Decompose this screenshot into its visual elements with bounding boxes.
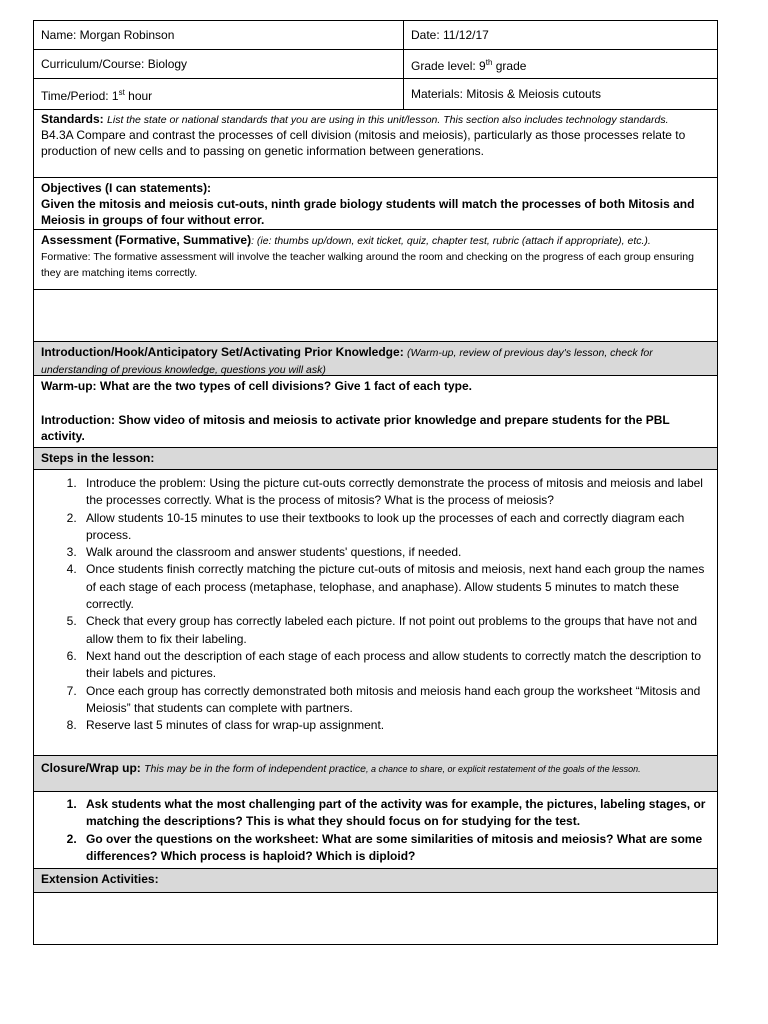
extension-label: Extension Activities: (41, 872, 159, 886)
period-cell (34, 79, 404, 109)
objectives-section (34, 178, 717, 230)
grade-cell (404, 50, 717, 78)
introduction-header (34, 342, 717, 376)
assessment-label: Assessment (Formative, Summative) (41, 233, 252, 247)
list-item: 3. Walk around the classroom and answer students' questions, if needed. (80, 544, 717, 561)
row-name-date (34, 21, 717, 50)
steps-list (34, 475, 717, 734)
list-item: 4. Once students finish correctly matching the picture cut-outs of mitosis and meiosis, next hand each group the names of each stage of each process (metaphase, telophase, and anaphase). Allow students 5 minutes to match these correctly. (80, 561, 717, 613)
introduction-body (34, 376, 717, 448)
materials-cell (404, 79, 717, 109)
standards-text: B4.3A Compare and contrast the processes of cell division (mitosis and meiosis), particularly as those processes relate to production of new cells and to passing on genetic information between generations. (41, 128, 686, 158)
introduction-hint: (Warm-up, review of previous day's lesson, check for understanding of previous knowledge, questions you will ask) (41, 347, 653, 376)
row-period-materials (34, 79, 717, 110)
extension-header (34, 869, 717, 893)
grade-level: Grade level: 9th grade (411, 57, 527, 73)
introduction-text: Introduction: Show video of mitosis and meiosis to activate prior knowledge and prepare students for the PBL activity. (41, 413, 670, 443)
name-cell (34, 21, 404, 49)
steps-header (34, 448, 717, 470)
list-item: 2. Allow students 10-15 minutes to use their textbooks to look up the processes of each and correctly diagram each process. (80, 510, 717, 545)
course-cell (34, 50, 404, 78)
list-item: 7. Once each group has correctly demonstrated both mitosis and meiosis hand each group the worksheet “Mitosis and Meiosis” that students can complete with partners. (80, 683, 717, 718)
closure-body (34, 792, 717, 869)
closure-header (34, 756, 717, 792)
date-cell (404, 21, 717, 49)
list-item: 6. Next hand out the description of each stage of each process and allow students to correctly match the description to their labels and pictures. (80, 648, 717, 683)
list-item: 2. Go over the questions on the worksheet: What are some similarities of mitosis and meiosis? What are some differences? Which process is haploid? Which is diploid? (80, 831, 717, 866)
closure-list (34, 796, 717, 865)
materials: Materials: Mitosis & Meiosis cutouts (411, 87, 602, 101)
closure-hint-tail: , a chance to share, or explicit restatement of the goals of the lesson. (365, 764, 641, 774)
objectives-label: Objectives (I can statements): (41, 181, 212, 195)
standards-label: Standards: (41, 112, 104, 126)
standards-hint: List the state or national standards that you are using in this unit/lesson. This section also includes technology standards. (107, 114, 669, 126)
closure-label: Closure/Wrap up: (41, 761, 141, 775)
time-period: Time/Period: 1st hour (41, 87, 153, 103)
extension-body (34, 893, 717, 944)
blank-row (34, 290, 717, 342)
standards-section (34, 110, 717, 178)
assessment-hint: : (ie: thumbs up/down, exit ticket, quiz, chapter test, rubric (attach if appropriate), etc.). (251, 235, 651, 247)
assessment-section (34, 230, 717, 290)
list-item: 1. Ask students what the most challenging part of the activity was for example, the pictures, labeling stages, or matching the descriptions? This is what they should focus on for studying for the test. (80, 796, 717, 831)
teacher-name: Name: Morgan Robinson (41, 28, 175, 42)
objectives-text: Given the mitosis and meiosis cut-outs, ninth grade biology students will match the processes of both Mitosis and Meiosis in groups of four without error. (41, 197, 695, 227)
list-item: 1. Introduce the problem: Using the picture cut-outs correctly demonstrate the process of mitosis and meiosis and label the processes correctly. What is the process of mitosis? What is the process of meiosis? (80, 475, 717, 510)
assessment-text: Formative: The formative assessment will involve the teacher walking around the room and checking on the progress of each group ensuring they are matching items correctly. (41, 251, 694, 279)
row-course-grade (34, 50, 717, 79)
list-item: 5. Check that every group has correctly labeled each picture. If not point out problems to the groups that have not and allow them to fix their labeling. (80, 613, 717, 648)
course: Curriculum/Course: Biology (41, 57, 188, 71)
warmup-text: Warm-up: What are the two types of cell divisions? Give 1 fact of each type. (41, 379, 472, 393)
lesson-plan-table (33, 20, 718, 945)
introduction-label: Introduction/Hook/Anticipatory Set/Activating Prior Knowledge: (41, 345, 404, 359)
list-item: 8. Reserve last 5 minutes of class for wrap-up assignment. (80, 717, 717, 734)
steps-body (34, 470, 717, 756)
lesson-date: Date: 11/12/17 (411, 28, 489, 42)
steps-label: Steps in the lesson: (41, 451, 155, 465)
closure-hint: This may be in the form of independent practice (144, 763, 366, 775)
